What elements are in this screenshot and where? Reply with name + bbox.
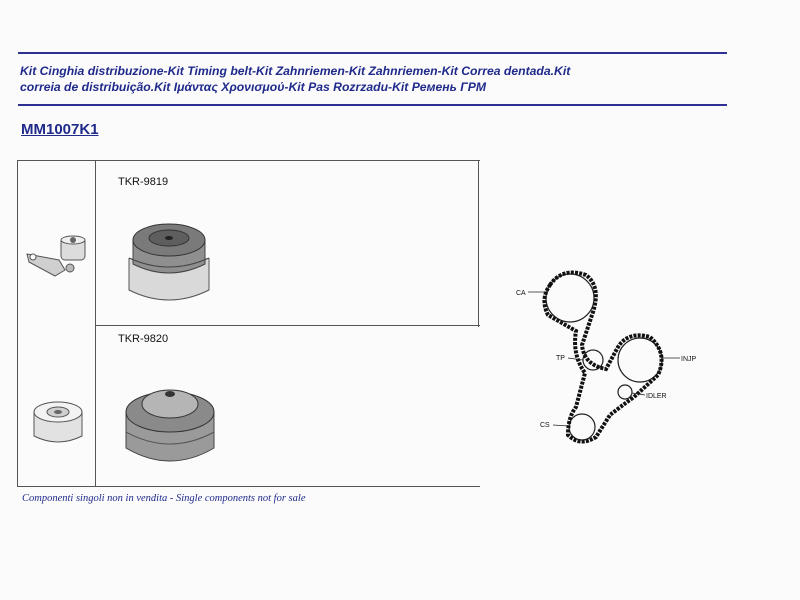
top-rule: [18, 52, 727, 54]
label-tp: TP: [556, 355, 565, 362]
page-title: [20, 63, 730, 95]
belt-routing-diagram: [510, 265, 710, 455]
title-line-1: Kit Cinghia distribuzione-Kit Timing belt-Kit Zahnriemen-Kit Zahnriemen-Kit Correa dentada.Kit: [20, 64, 571, 78]
part-image-tensioner: [123, 210, 215, 310]
idler-pulley-thumbnail: [30, 398, 86, 448]
footnote: Componenti singoli non in vendita - Single components not for sale: [22, 493, 306, 504]
kit-code: MM1007K1: [21, 121, 99, 138]
label-injp: INJP: [681, 356, 697, 363]
parts-frame: [17, 160, 480, 487]
label-ca: CA: [516, 290, 526, 297]
label-cs: CS: [540, 422, 550, 429]
tensioner-arm-thumbnail: [25, 232, 87, 280]
parts-row-divider: [95, 325, 480, 326]
parts-frame-right-edge: [478, 160, 479, 327]
part-code-1: TKR-9819: [118, 176, 169, 188]
label-idler: IDLER: [646, 393, 667, 400]
part-image-idler: [122, 378, 218, 474]
title-underline-rule: [18, 104, 727, 106]
parts-column-divider: [95, 160, 96, 486]
title-line-2: correia de distribuição.Kit Ιμάντας Χρονισμού-Kit Pas Rozrzadu-Kit Ремень ГРМ: [20, 80, 487, 94]
idler-pulley: [618, 385, 632, 399]
part-code-2: TKR-9820: [118, 333, 169, 345]
crankshaft-pulley: [569, 414, 595, 440]
